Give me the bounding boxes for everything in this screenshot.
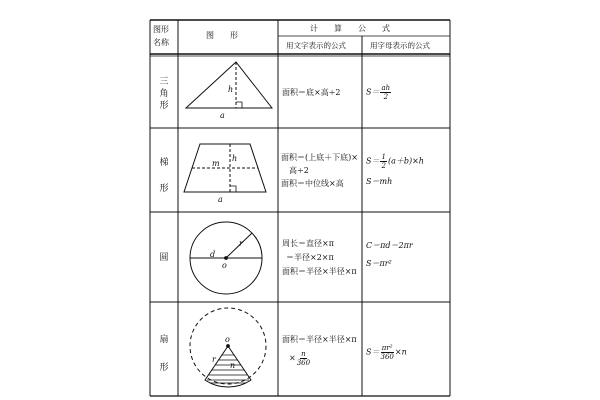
row-name-circle: 圆	[159, 253, 169, 263]
triangle-label-a: a	[220, 111, 225, 120]
triangle-letter-formula: S＝ $\frac{ah}{2}$	[366, 84, 391, 101]
sector-label-n: n	[230, 361, 236, 370]
header-letter-formula: 用字母表示的公式	[370, 41, 430, 50]
circle-letter-line2: S＝πr²	[366, 259, 392, 268]
row-name-triangle: 三 角 形	[159, 77, 169, 111]
header-formula-col: 计 算 公 式	[310, 24, 390, 33]
header-text-formula: 用文字表示的公式	[286, 41, 346, 50]
circle-letter-line1: C＝πd＝2πr	[366, 241, 413, 250]
sector-label-o: o	[225, 335, 230, 344]
row-name-sector: 扇 形	[159, 335, 169, 373]
circle-text-line1: 周长＝直径×π	[282, 239, 334, 248]
circle-text-line3: 面积＝半径×半径×π	[282, 267, 357, 276]
circle-label-r: r	[239, 239, 243, 248]
sector-text-line2: × $\frac{n}{360}$	[289, 350, 311, 367]
sector-figure	[190, 308, 266, 387]
triangle-label-h: h	[228, 85, 234, 94]
trapezoid-letter-line2: S＝mh	[366, 177, 393, 186]
trapezoid-figure	[184, 144, 266, 192]
trapezoid-label-a: a	[218, 195, 223, 204]
circle-label-d: d	[210, 250, 216, 259]
circle-text-line2: ＝半径×2×π	[286, 253, 334, 262]
trapezoid-label-m: m	[212, 159, 220, 168]
trapezoid-text-line3: 面积＝中位线×高	[281, 179, 344, 188]
trapezoid-label-h: h	[232, 154, 238, 163]
circle-label-o: o	[222, 261, 227, 270]
trapezoid-letter-line1: S＝ $\frac{1}{2}$ (a＋b)×h	[366, 153, 424, 170]
sector-text-line1: 面积＝半径×半径×π	[282, 335, 357, 344]
header-figure-col: 图 形	[206, 31, 238, 40]
header-name-col: 图形 名称	[153, 25, 169, 47]
row-name-trapezoid: 梯 形	[159, 158, 169, 194]
circle-figure	[190, 222, 262, 294]
trapezoid-text-line1: 面积＝(上底＋下底)×	[281, 153, 358, 162]
trapezoid-text-line2: 高÷2	[289, 166, 309, 175]
triangle-text-formula: 面积＝底×高÷2	[282, 88, 341, 97]
sector-label-r: r	[212, 355, 216, 364]
sector-letter-formula: S＝ $\frac{\text{πr²}}{360}$ ×n	[366, 344, 407, 361]
